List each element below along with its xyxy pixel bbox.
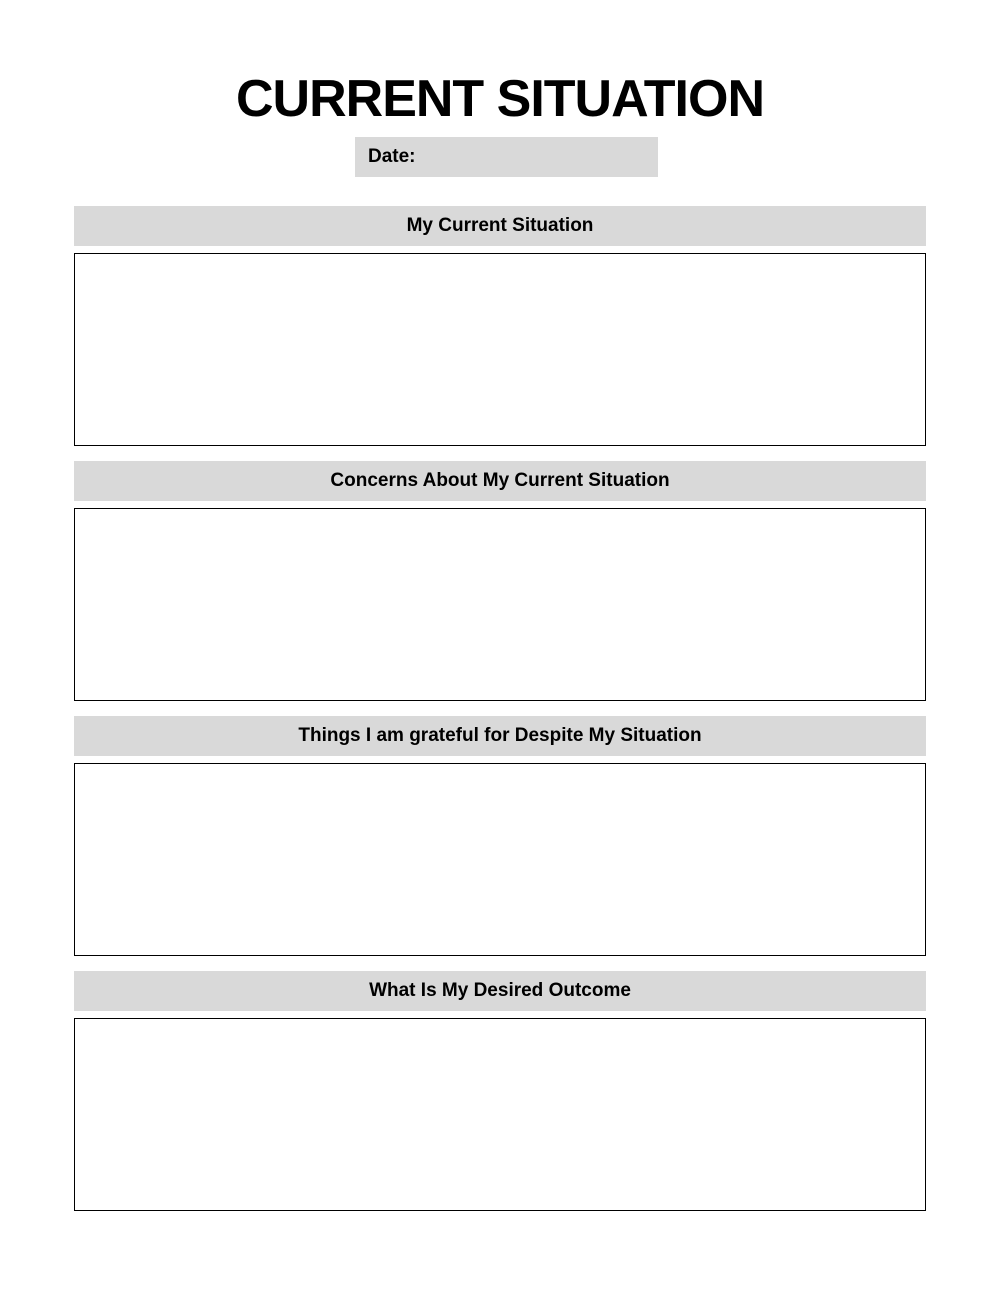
section-desired-outcome [74, 971, 926, 1211]
date-field[interactable] [355, 137, 658, 177]
writing-box-concerns[interactable] [74, 508, 926, 701]
section-grateful [74, 716, 926, 956]
writing-box-my-current-situation[interactable] [74, 253, 926, 446]
writing-box-grateful[interactable] [74, 763, 926, 956]
page-title: CURRENT SITUATION [235, 70, 764, 128]
section-my-current-situation [74, 206, 926, 446]
section-concerns [74, 461, 926, 701]
section-heading: Concerns About My Current Situation [74, 461, 926, 501]
date-label: Date: [368, 146, 416, 167]
section-heading: Things I am grateful for Despite My Situation [74, 716, 926, 756]
section-heading: What Is My Desired Outcome [74, 971, 926, 1011]
writing-box-desired-outcome[interactable] [74, 1018, 926, 1211]
section-heading: My Current Situation [74, 206, 926, 246]
